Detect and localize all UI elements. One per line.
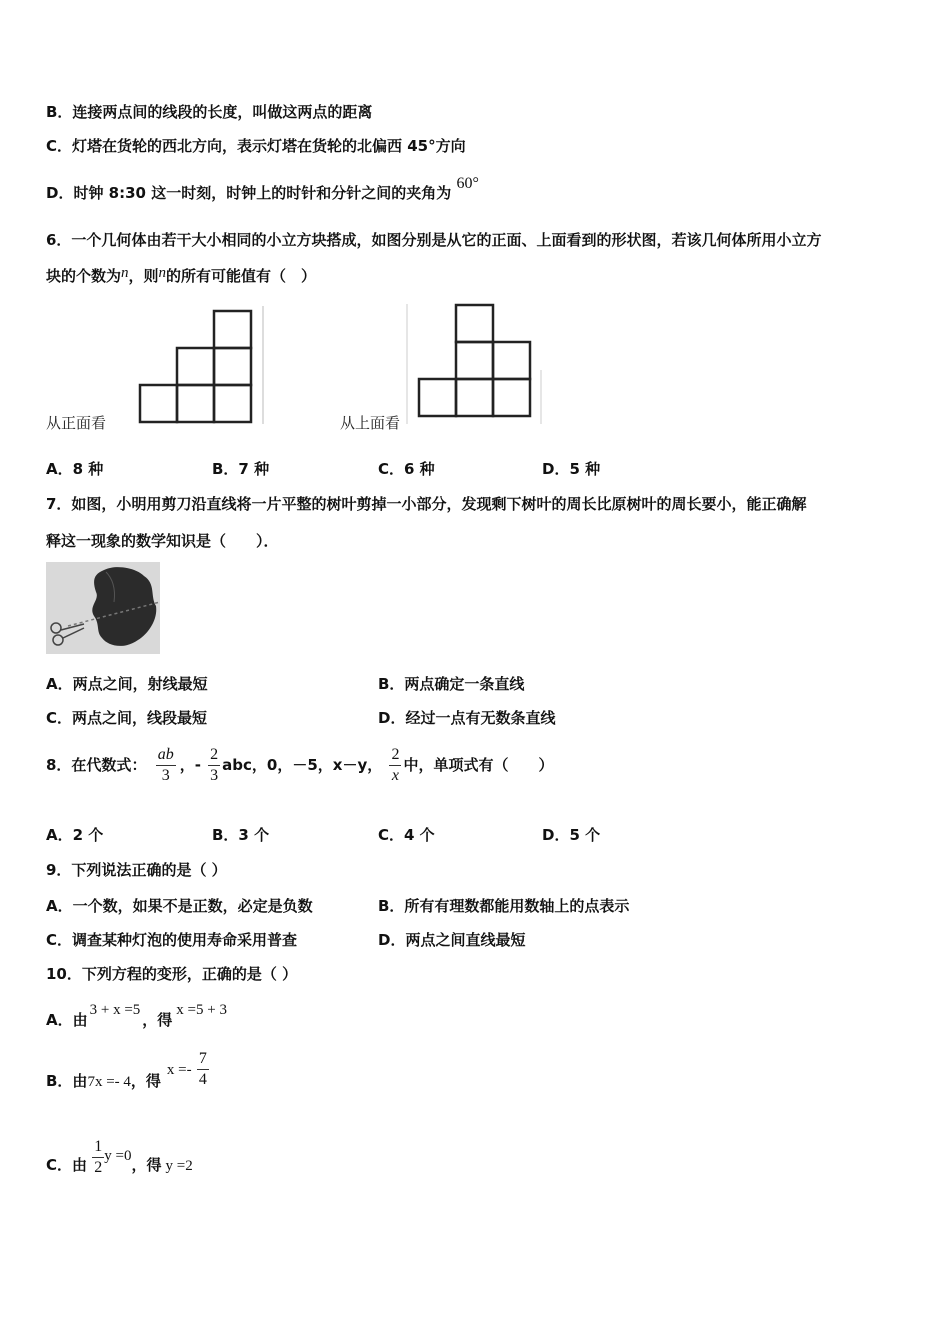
q8-suffix: 中，单项式有（ ）: [403, 756, 554, 774]
q5-option-d: [46, 175, 479, 204]
top-view-cell: [493, 342, 530, 379]
leaf-shape: [92, 567, 156, 646]
q10-b-denominator: 4: [198, 1071, 207, 1088]
front-view-cell: [214, 348, 251, 385]
q6-option-a: A．8 种: [46, 460, 104, 478]
q5-option-c: C．灯塔在货轮的西北方向，表示灯塔在货轮的北偏西 45°方向: [46, 137, 466, 155]
q10-b-eq1: 7x =- 4: [87, 1074, 131, 1090]
q8-option-b: B．3 个: [212, 826, 270, 844]
q6-caption-top: 从上面看: [340, 414, 401, 432]
q10-option-c: [46, 1138, 193, 1187]
q10-a-mid: ，得: [142, 1011, 173, 1029]
q10-c-denominator: 2: [94, 1159, 103, 1176]
q9-option-c: C．调查某种灯泡的使用寿命采用普查: [46, 931, 298, 949]
q8-f1-denominator: 3: [161, 767, 170, 784]
q10-b-mid: ，得: [130, 1072, 161, 1090]
q7-option-c: C．两点之间，线段最短: [46, 709, 208, 727]
q5-option-d-text: D．时钟 8:30 这一时刻，时钟上的时针和分针之间的夹角为: [46, 184, 452, 202]
q8-f2-numerator: 2: [208, 745, 220, 766]
q6-option-c: C．6 种: [378, 460, 435, 478]
q5-angle-60: 60°: [456, 175, 479, 192]
q10-option-a: [46, 1002, 227, 1031]
q6-front-view-figure: [135, 302, 275, 432]
q10-c-eq1-right: y =0: [104, 1148, 132, 1164]
q8-option-d: D．5 个: [542, 826, 601, 844]
q8-option-c: C．4 个: [378, 826, 435, 844]
front-view-cell: [214, 311, 251, 348]
q8-f3-numerator: 2: [389, 745, 401, 766]
front-view-cell: [214, 385, 251, 422]
q10-c-prefix: C．由: [46, 1156, 88, 1174]
front-view-cell: [140, 385, 177, 422]
q8-option-a: A．2 个: [46, 826, 104, 844]
q7-option-d: D．经过一点有无数条直线: [378, 709, 556, 727]
q10-c-fraction-1-over-2: [92, 1137, 104, 1178]
q10-c-numerator: 1: [92, 1137, 104, 1158]
q9-option-a: A．一个数，如果不是正数，必定是负数: [46, 897, 313, 915]
q9-stem: 9．下列说法正确的是（ ）: [46, 861, 227, 879]
q8-f1-numerator: ab: [156, 745, 176, 766]
q7-stem-line2: 释这一现象的数学知识是（ ）．: [46, 532, 279, 550]
q10-b-eq2-left: x =-: [166, 1062, 192, 1078]
q8-sep1: ，-: [179, 756, 201, 774]
q10-b-prefix: B．由: [46, 1072, 88, 1090]
q6-var-n-2: n: [158, 265, 167, 281]
q7-stem-line1: 7．如图，小明用剪刀沿直线将一片平整的树叶剪掉一小部分，发现剩下树叶的周长比原树叶的周长要小，能正确解: [46, 495, 807, 513]
q8-f2-denominator: 3: [210, 767, 219, 784]
q9-option-d: D．两点之间直线最短: [378, 931, 526, 949]
q10-stem: 10．下列方程的变形，正确的是（ ）: [46, 965, 298, 983]
q10-c-eq2: y =2: [165, 1158, 193, 1174]
front-view-cell: [177, 348, 214, 385]
q8-prefix: 8．在代数式：: [46, 756, 147, 774]
q6-var-n: n: [121, 265, 129, 281]
q7-option-b: B．两点确定一条直线: [378, 675, 525, 693]
q6-stem-line2: [46, 266, 316, 287]
q8-mid: abc，0，－5，x－y，: [222, 756, 383, 774]
q8-fraction-2-over-3: [208, 745, 220, 786]
q6-option-b: B．7 种: [212, 460, 270, 478]
q10-b-fraction-7-over-4: [197, 1049, 209, 1090]
q6-stem-part1: 块的个数为: [46, 267, 122, 285]
q10-b-numerator: 7: [197, 1049, 209, 1070]
scissors-blade: [61, 624, 84, 638]
top-view-cell: [419, 379, 456, 416]
q10-option-b: [46, 1050, 209, 1103]
top-view-cell: [456, 379, 493, 416]
top-view-cell: [456, 342, 493, 379]
q7-leaf-image: [46, 562, 160, 654]
top-view-cell: [456, 305, 493, 342]
q6-stem-part2: ，则: [128, 267, 159, 285]
front-view-cell: [177, 385, 214, 422]
q8-fraction-2-over-x: [389, 745, 401, 786]
q6-stem-part3: 的所有可能值有（ ）: [166, 267, 317, 285]
q6-option-d: D．5 种: [542, 460, 601, 478]
q10-c-mid: ，得: [131, 1156, 162, 1174]
q7-option-a: A．两点之间，射线最短: [46, 675, 208, 693]
top-view-cell: [493, 379, 530, 416]
q6-caption-front: 从正面看: [46, 414, 107, 432]
q8-f3-denominator: x: [391, 767, 400, 784]
scissors-handle: [51, 623, 61, 633]
q8-stem: [46, 744, 554, 786]
q6-top-view-figure: [405, 300, 550, 430]
q10-a-eq2: x =5 + 3: [176, 1002, 227, 1018]
scissors-handle: [53, 635, 63, 645]
q7-leaf-scissors-drawing: [46, 562, 160, 654]
q6-stem-line1: 6．一个几何体由若干大小相同的小立方块搭成，如图分别是从它的正面、上面看到的形状图，若该几何体所用小立方: [46, 231, 822, 249]
q5-option-b: B．连接两点间的线段的长度，叫做这两点的距离: [46, 103, 373, 121]
q8-fraction-ab-over-3: [156, 745, 176, 786]
q10-a-prefix: A．由: [46, 1011, 88, 1029]
q10-a-eq1: 3 + x =5: [89, 1002, 141, 1018]
q9-option-b: B．所有有理数都能用数轴上的点表示: [378, 897, 630, 915]
